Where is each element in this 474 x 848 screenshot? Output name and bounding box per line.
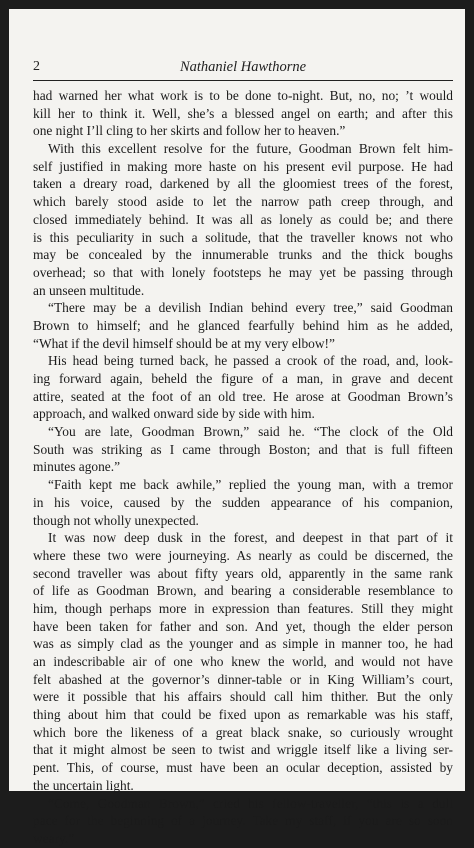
text-line: taken a dreary road, darkened by all the gloomiest trees of the forest, bbox=[33, 176, 453, 192]
text-line: “There may be a devilish Indian behind every tree,” said Goodman bbox=[48, 300, 453, 316]
text-line: South was striking as I came through Boston; and that is full fifteen bbox=[33, 441, 453, 457]
text-line: Brown to himself; and he glanced fearfully behind him as he added, bbox=[33, 317, 453, 333]
text-line: pent. This, of course, must have been an ocular deception, assisted by bbox=[33, 760, 453, 776]
text-line: attire, seated at the foot of an old tree. He arose at Goodman Brown’s bbox=[33, 388, 453, 404]
running-head: Nathaniel Hawthorne bbox=[179, 59, 307, 75]
text-line: With this excellent resolve for the future, Goodman Brown felt him- bbox=[48, 141, 453, 157]
text-line: ing forward again, beheld the figure of a man, in grave and decent bbox=[33, 371, 453, 386]
text-line: minutes agone.” bbox=[33, 459, 121, 475]
body-text bbox=[33, 87, 453, 848]
page-number: 2 bbox=[33, 59, 40, 74]
text-line: weary.” bbox=[33, 830, 75, 846]
text-line: one night I’ll cling to her skirts and follow her to heaven.” bbox=[33, 123, 346, 139]
text-line: that it might almost be seen to twist and wriggle itself like a living ser- bbox=[33, 742, 453, 758]
text-line: though not wholly unexpected. bbox=[33, 512, 199, 528]
text-line: is this peculiarity in such a solitude, that the traveller knows not who bbox=[33, 229, 453, 245]
text-line: “Faith kept me back awhile,” replied the young man, with a tremor bbox=[48, 477, 453, 493]
text-line: an unseen multitude. bbox=[33, 282, 145, 298]
text-line: It was now deep dusk in the forest, and deepest in that part of it bbox=[48, 530, 453, 546]
text-line: which bore the likeness of a great black snake, so curiously wrought bbox=[33, 724, 453, 740]
book-page bbox=[9, 9, 465, 846]
text-line: kill her to think it. Well, she’s a blessed angel on earth; and after this bbox=[33, 105, 453, 121]
text-line: pace for the beginning of a journey. Take my staff, if you are so soon bbox=[33, 813, 453, 829]
page-header bbox=[33, 57, 453, 79]
text-line: was as simply clad as the younger and as simple in manner too, he had bbox=[33, 636, 453, 652]
text-line: thing about him that could be fixed upon as remarkable was his staff, bbox=[33, 707, 453, 723]
text-line: him, though perhaps more in expression than features. Still they might bbox=[33, 600, 453, 616]
text-line: which barely stood aside to let the narrow path creep through, and bbox=[33, 194, 453, 210]
text-line: were it possible that his affairs should call him thither. But the only bbox=[33, 689, 453, 705]
text-line: “Come, Goodman Brown,” cried his fellow-traveller, “this is a dull bbox=[48, 795, 453, 811]
text-line: overhead; so that with lonely footsteps he may yet be passing through bbox=[33, 264, 453, 280]
text-line: have been taken for father and son. And yet, though the elder person bbox=[33, 618, 453, 634]
text-line: of life as Goodman Brown, and bearing a considerable resemblance to bbox=[33, 583, 453, 599]
text-line: “You are late, Goodman Brown,” said he. “The clock of the Old bbox=[48, 424, 453, 440]
text-line: His head being turned back, he passed a crook of the road, and, look- bbox=[48, 353, 453, 369]
header-rule bbox=[33, 80, 453, 81]
text-line: had warned her what work is to be done to-night. But, no, no; ’t would bbox=[33, 88, 453, 103]
text-line: may be concealed by the innumerable trunks and the thick boughs bbox=[33, 247, 453, 263]
text-line: self justified in making more haste on his present evil purpose. He had bbox=[33, 158, 453, 174]
text-line: approach, and walked onward side by side with him. bbox=[33, 406, 315, 422]
text-line: closed immediately behind. It was all as lonely as could be; and there bbox=[33, 211, 453, 227]
text-line: felt abashed at the governor’s dinner-table or in King William’s court, bbox=[33, 671, 453, 687]
text-line: an indescribable air of one who knew the world, and would not have bbox=[33, 654, 453, 669]
text-line: where these two were journeying. As nearly as could be discerned, the bbox=[33, 547, 453, 563]
text-line: “What if the devil himself should be at my very elbow!” bbox=[33, 335, 335, 351]
text-line: the uncertain light. bbox=[33, 777, 134, 793]
text-line: second traveller was about fifty years old, apparently in the same rank bbox=[33, 565, 453, 581]
text-line: in his voice, caused by the sudden appearance of his companion, bbox=[33, 494, 453, 510]
